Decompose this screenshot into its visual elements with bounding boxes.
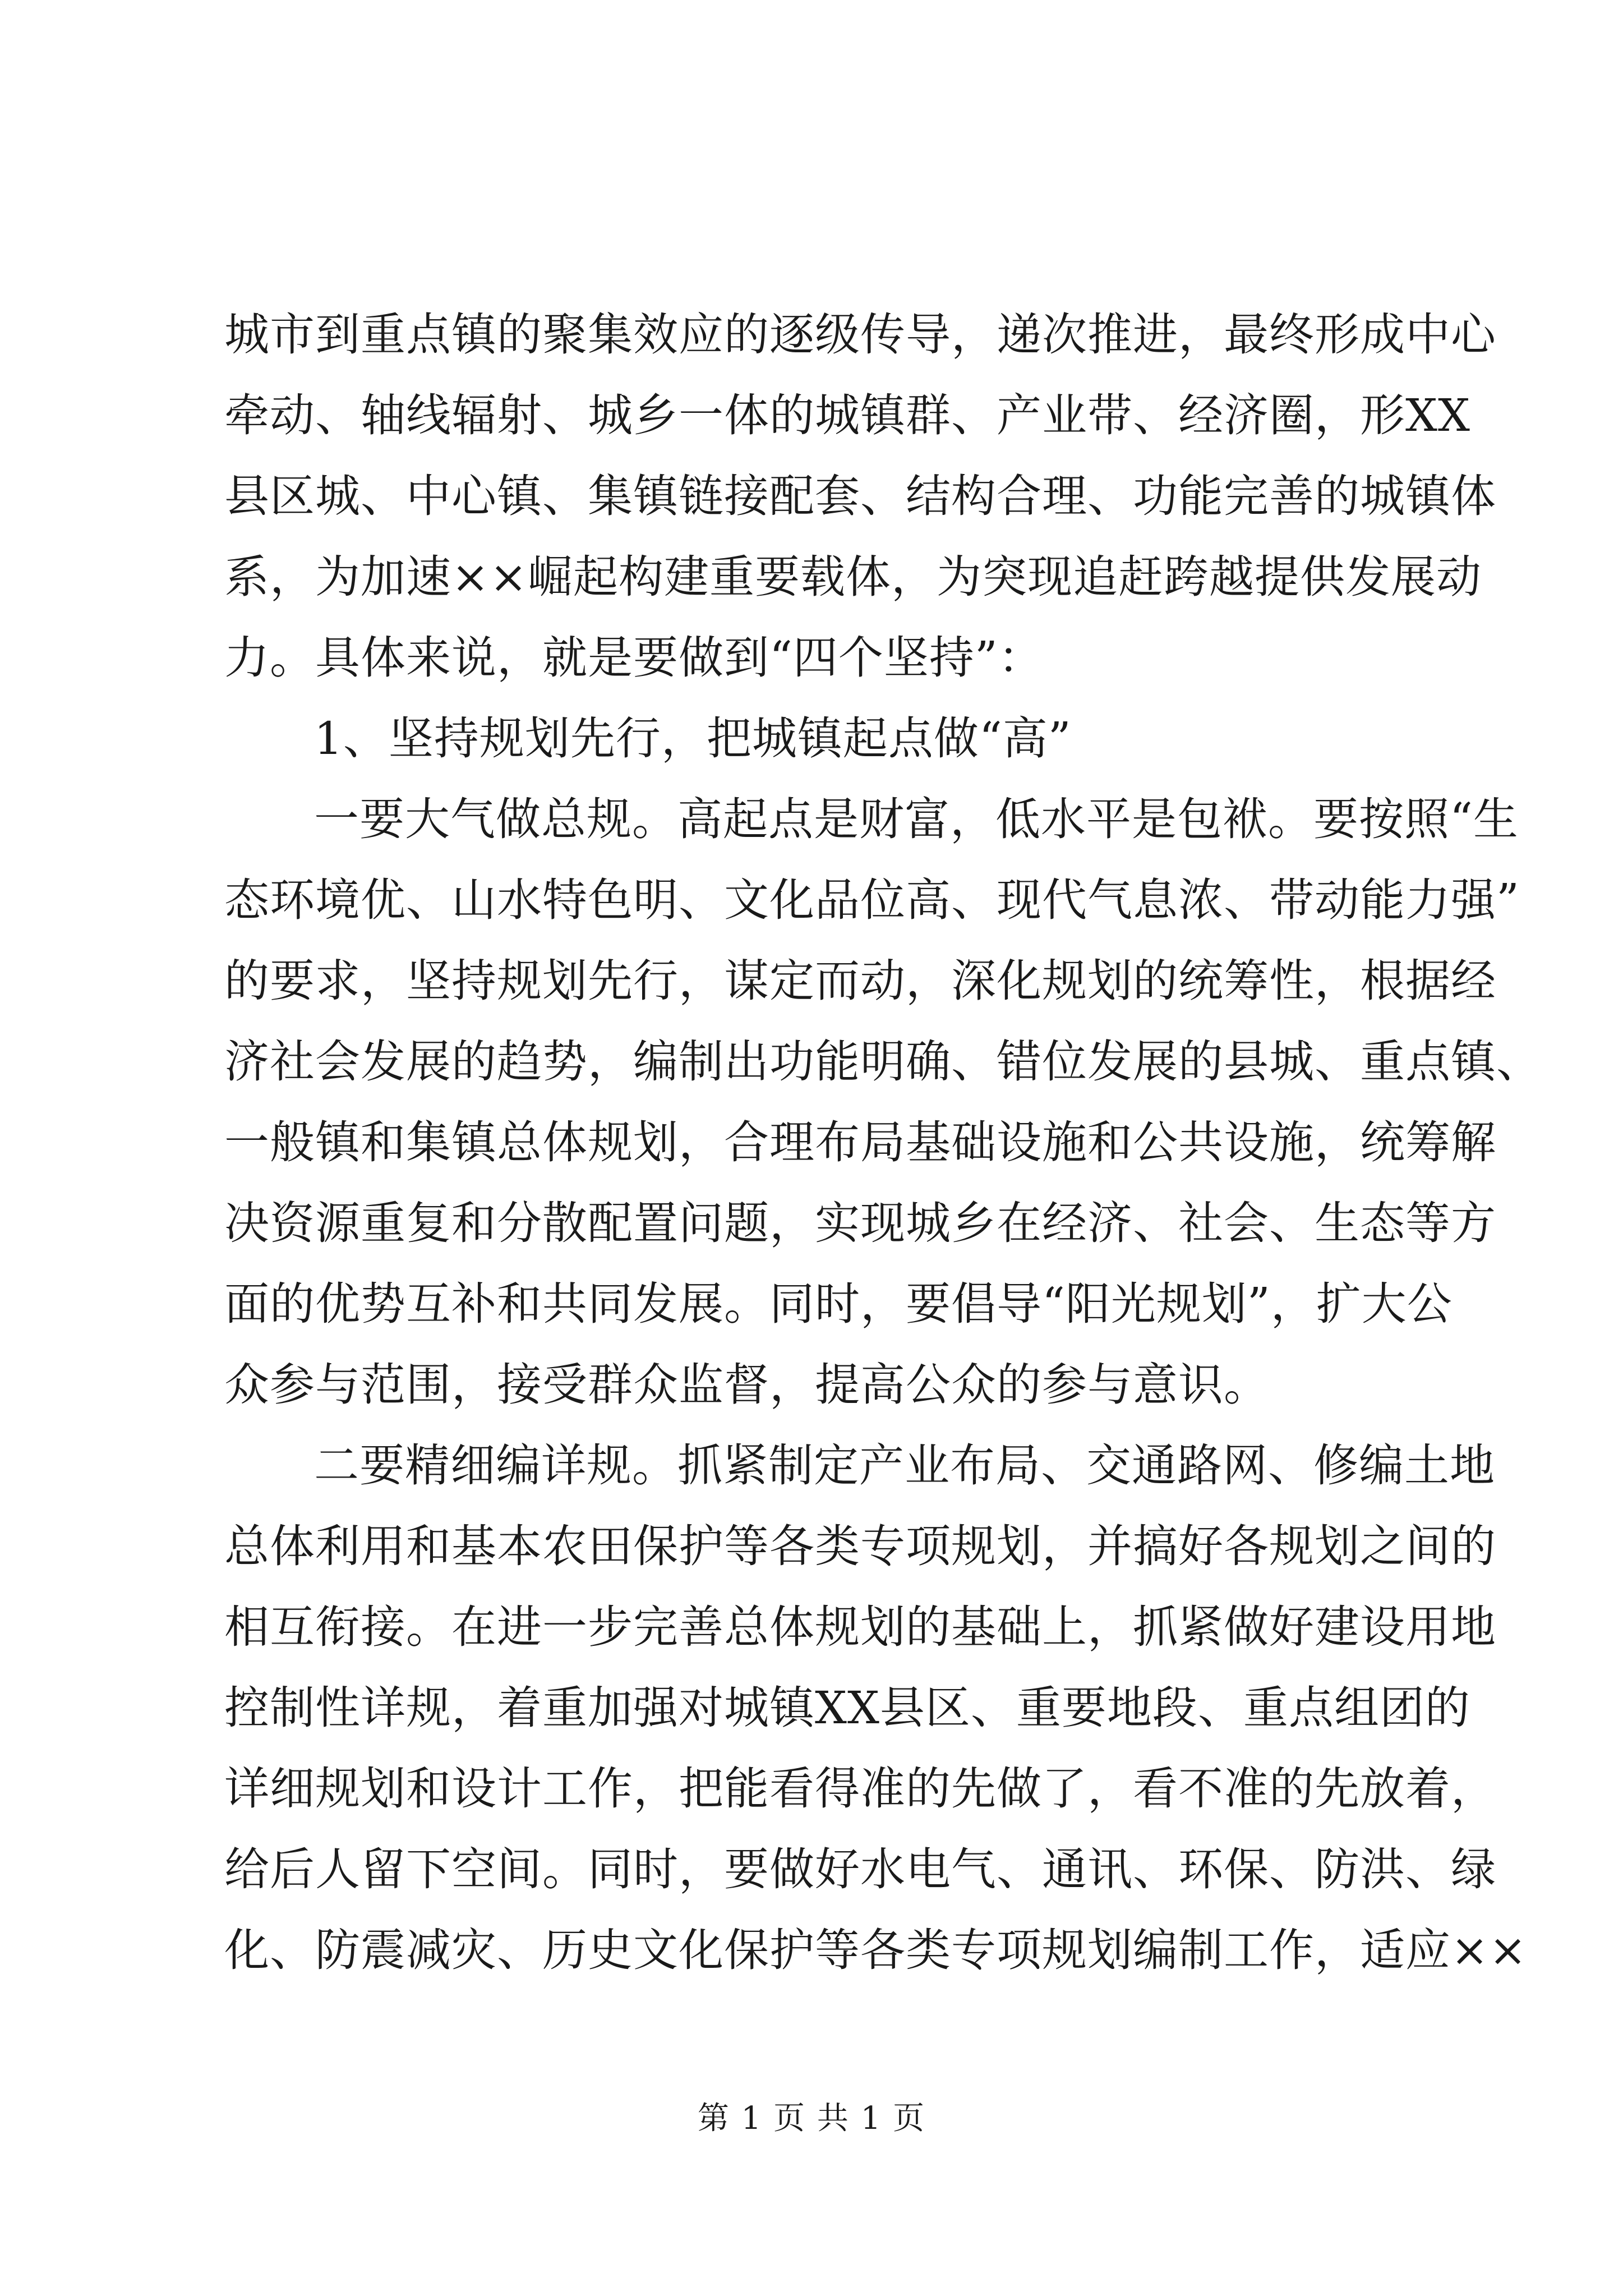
paragraph-line: 面的优势互补和共同发展。同时，要倡导“阳光规划”，扩大公 <box>224 1278 1453 1330</box>
paragraph-line: 力。具体来说，就是要做到“四个坚持”： <box>224 632 1044 684</box>
paragraph-first-line: 二要精细编详规。抓紧制定产业布局、交通路网、修编土地 <box>314 1439 1495 1492</box>
paragraph-line: 总体利用和基本农田保护等各类专项规划，并搞好各规划之间的 <box>224 1520 1496 1572</box>
paragraph-line: 济社会发展的趋势，编制出功能明确、错位发展的县城、重点镇、 <box>224 1036 1542 1088</box>
paragraph-line: 控制性详规，着重加强对城镇XX县区、重要地段、重点组团的 <box>224 1682 1470 1734</box>
paragraph-line: 详细规划和设计工作，把能看得准的先做了，看不准的先放着， <box>224 1763 1496 1815</box>
paragraph-line: 的要求，坚持规划先行，谋定而动，深化规划的统筹性，根据经 <box>224 955 1496 1007</box>
paragraph-line: 一般镇和集镇总体规划，合理布局基础设施和公共设施，统筹解 <box>224 1116 1496 1168</box>
paragraph-line: 众参与范围，接受群众监督，提高公众的参与意识。 <box>224 1359 1269 1411</box>
paragraph-line: 决资源重复和分散配置问题，实现城乡在经济、社会、生态等方 <box>224 1197 1496 1249</box>
paragraph-line: 化、防震减灾、历史文化保护等各类专项规划编制工作，适应×× <box>224 1924 1528 1976</box>
paragraph-first-line: 一要大气做总规。高起点是财富，低水平是包袱。要按照“生 <box>314 793 1519 845</box>
paragraph-line: 态环境优、山水特色明、文化品位高、现代气息浓、带动能力强” <box>224 874 1520 926</box>
paragraph-line: 系，为加速××崛起构建重要载体，为突现追赶跨越提供发展动 <box>224 551 1482 603</box>
paragraph-line: 给后人留下空间。同时，要做好水电气、通讯、环保、防洪、绿 <box>224 1843 1496 1895</box>
paragraph-line: 相互衔接。在进一步完善总体规划的基础上，抓紧做好建设用地 <box>224 1601 1496 1653</box>
page-footer: 第 1 页 共 1 页 <box>697 2100 926 2137</box>
paragraph-first-line: 1、坚持规划先行，把城镇起点做“高” <box>314 712 1072 765</box>
paragraph-line: 牵动、轴线辐射、城乡一体的城镇群、产业带、经济圈，形XX <box>224 389 1470 441</box>
paragraph-line: 城市到重点镇的聚集效应的逐级传导，递次推进，最终形成中心 <box>224 309 1496 361</box>
document-body <box>224 295 1542 1991</box>
paragraph-line: 县区城、中心镇、集镇链接配套、结构合理、功能完善的城镇体 <box>224 470 1496 522</box>
